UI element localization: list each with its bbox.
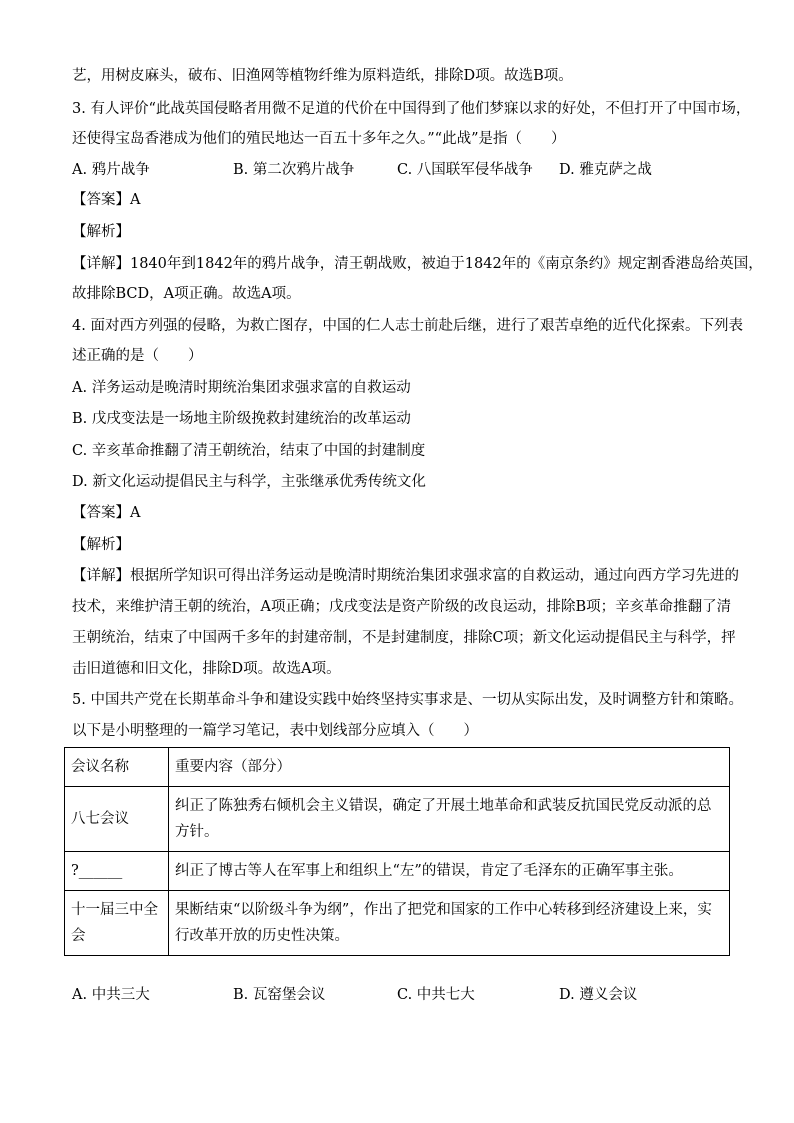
table-cell-content: 果断结束“以阶级斗争为纲”，作出了把党和国家的工作中心转移到经济建设上来，实行改革开放的历史性决策。 <box>169 891 730 956</box>
table-header-cell: 会议名称 <box>65 748 169 787</box>
table-cell-meeting: ?______ <box>65 852 169 891</box>
q4-explanation-cont2: 王朝统治，结束了中国两千多年的封建帝制，不是封建制度，排除C项；新文化运动提倡民主与科学，抨 <box>72 630 736 646</box>
q4-option-c: C. 辛亥革命推翻了清王朝统治，结束了中国的封建制度 <box>72 443 426 459</box>
question-3-text: 3. 有人评价“此战英国侵略者用微不足道的代价在中国得到了他们梦寐以求的好处，不但打开了中国市场， <box>72 101 751 117</box>
q4-explanation: 【详解】根据所学知识可得出洋务运动是晚清时期统治集团求强求富的自救运动，通过向西方学习先进的 <box>72 568 739 584</box>
q3-answer: 【答案】A <box>72 192 141 208</box>
q5-option-c: C. 中共七大 <box>397 987 475 1003</box>
q3-option-c: C. 八国联军侵华战争 <box>397 162 533 178</box>
question-4-text: 4. 面对西方列强的侵略，为救亡图存，中国的仁人志士前赴后继，进行了艰苦卓绝的近代化探索。下列表 <box>72 318 743 334</box>
q5-option-d: D. 遵义会议 <box>559 987 638 1003</box>
text-line: 艺，用树皮麻头，破布、旧渔网等植物纤维为原料造纸，排除D项。故选B项。 <box>72 68 573 84</box>
q4-option-b: B. 戊戌变法是一场地主阶级挽救封建统治的改革运动 <box>72 411 411 427</box>
q3-analysis-label: 【解析】 <box>72 224 130 240</box>
table-row <box>65 787 730 852</box>
q3-option-a: A. 鸦片战争 <box>72 162 150 178</box>
question-4-text-cont: 述正确的是（ ） <box>72 348 203 364</box>
table-cell-meeting: 八七会议 <box>65 787 169 852</box>
table-header-row <box>65 748 730 787</box>
q3-option-b: B. 第二次鸦片战争 <box>233 162 355 178</box>
q3-explanation-cont: 故排除BCD，A项正确。故选A项。 <box>72 286 301 302</box>
study-notes-table <box>64 747 730 956</box>
q3-explanation: 【详解】1840年到1842年的鸦片战争，清王朝战败，被迫于1842年的《南京条约》规定割香港岛给英国， <box>72 256 763 272</box>
table-row <box>65 891 730 956</box>
table-cell-content: 纠正了博古等人在军事上和组织上“左”的错误，肯定了毛泽东的正确军事主张。 <box>169 852 730 891</box>
question-3-text-cont: 还使得宝岛香港成为他们的殖民地达一百五十多年之久。”“此战”是指（ ） <box>72 131 566 147</box>
table-cell-meeting: 十一届三中全会 <box>65 891 169 956</box>
table-cell-content: 纠正了陈独秀右倾机会主义错误，确定了开展土地革命和武装反抗国民党反动派的总方针。 <box>169 787 730 852</box>
q4-option-a: A. 洋务运动是晚清时期统治集团求强求富的自救运动 <box>72 380 411 396</box>
q5-option-a: A. 中共三大 <box>72 987 150 1003</box>
q3-option-d: D. 雅克萨之战 <box>559 162 652 178</box>
table-header-cell: 重要内容（部分） <box>169 748 730 787</box>
q4-explanation-cont3: 击旧道德和旧文化，排除D项。故选A项。 <box>72 661 341 677</box>
question-5-text: 5. 中国共产党在长期革命斗争和建设实践中始终坚持实事求是、一切从实际出发，及时调整方针和策略。 <box>72 692 743 708</box>
q5-option-b: B. 瓦窑堡会议 <box>233 987 326 1003</box>
q4-analysis-label: 【解析】 <box>72 537 130 553</box>
q4-explanation-cont1: 技术，来维护清王朝的统治，A项正确；戊戌变法是资产阶级的改良运动，排除B项；辛亥革命推翻了清 <box>72 599 732 615</box>
q4-option-d: D. 新文化运动提倡民主与科学，主张继承优秀传统文化 <box>72 474 426 490</box>
q4-answer: 【答案】A <box>72 505 141 521</box>
question-5-text-cont: 以下是小明整理的一篇学习笔记，表中划线部分应填入（ ） <box>72 723 478 739</box>
table-row <box>65 852 730 891</box>
